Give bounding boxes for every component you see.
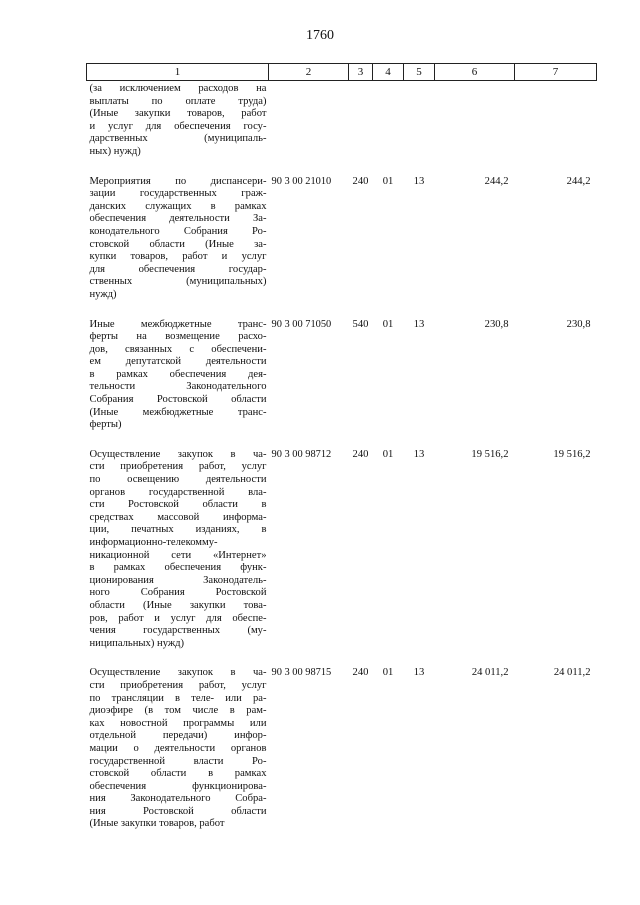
description-line: чения государственных (му- [89,625,267,637]
table-row [87,310,597,440]
expense-type-code: 240 [352,175,369,187]
column-header: 5 [404,64,435,81]
column-header: 3 [349,64,373,81]
description-line: стовской области (Иные за- [89,238,267,250]
description-line: ного Собрания Ростовской [89,587,267,599]
subsection-code: 13 [413,318,425,330]
description-line: информационно-телекомму- [89,537,218,548]
description-line: ционирования Законодатель- [89,574,267,586]
description-line: ния Ростовской области [89,805,267,817]
target-article-code: 90 3 00 98715 [271,667,332,679]
amount-year-2: 230,8 [566,318,591,330]
description-line: нужд) [89,288,117,300]
description-line: (за исключением расходов на [89,83,267,94]
amount-year-1: 24 011,2 [471,667,509,679]
description-line: ров, работ и услуг для обеспе- [89,612,267,624]
amount-year-2 [515,81,597,167]
description-line: ния Законодательного Собра- [89,793,267,805]
description-line: Осуществление закупок в ча- [89,667,267,679]
row-description [87,81,269,167]
description-line: по освещению деятельности [89,474,267,486]
amount-year-1: 230,8 [484,318,509,330]
description-line: обеспечения функционирова- [89,780,267,792]
description-line: (Иные закупки товаров, работ [89,818,225,830]
amount-year-2: 19 516,2 [553,448,591,460]
description-line: ферты на возмещение расхо- [89,331,267,343]
description-line: стовской области в рамках [89,768,267,780]
row-description [87,310,269,440]
amount-year-1: 244,2 [484,175,509,187]
description-line: в рамках обеспечения дея- [89,368,267,380]
target-article-code: 90 3 00 71050 [271,318,332,330]
description-line: купки товаров, работ и услуг [89,251,267,263]
target-article-code [269,81,349,167]
expense-type-code: 540 [352,318,369,330]
expense-type-code [349,81,373,167]
description-line: в рамках обеспечения функ- [89,562,267,574]
budget-table [86,63,597,839]
column-header: 7 [515,64,597,81]
column-header: 6 [435,64,515,81]
row-description [87,658,269,839]
section-code [373,81,404,167]
row-description [87,167,269,310]
description-line: сти приобретения работ, услуг [89,679,267,691]
description-line: ственных (муниципальных) [89,276,267,288]
table-row [87,81,597,167]
description-line: конодательного Собрания Ро- [89,225,267,237]
description-line: Иные межбюджетные транс- [89,318,267,330]
description-line: Собрания Ростовской области [89,394,267,406]
description-line: Осуществление закупок в ча- [89,448,267,460]
description-line: ках новостной программы или [89,717,267,729]
description-line: мации о деятельности органов [89,742,267,754]
amount-year-1 [435,81,515,167]
section-code: 01 [382,318,394,330]
description-line: сти Ростовской области в [89,499,267,511]
description-line: сти приобретения работ, услуг [89,461,267,473]
description-line: ции, печатных изданиях, в [89,524,267,536]
section-code: 01 [382,448,394,460]
description-line: ниципальных) нужд) [89,637,185,649]
description-line: никационной сети «Интернет» [89,549,267,561]
description-line: (Иные межбюджетные транс- [89,406,267,418]
subsection-code: 13 [413,667,425,679]
description-line: для обеспечения государ- [89,263,267,275]
description-line: и услуг для обеспечения госу- [89,120,267,132]
description-line: тельности Законодательного [89,381,267,393]
description-line: ферты) [89,419,122,431]
column-header: 4 [373,64,404,81]
row-description [87,440,269,659]
description-line: ных) нужд) [89,145,141,157]
amount-year-2: 24 011,2 [553,667,591,679]
amount-year-2: 244,2 [566,175,591,187]
description-line: (Иные закупки товаров, работ [89,108,267,120]
target-article-code: 90 3 00 21010 [271,175,332,187]
description-line: отдельной передачи) инфор- [89,730,267,742]
section-code: 01 [382,667,394,679]
description-line: зации государственных граж- [89,188,267,200]
description-line: Мероприятия по диспансери- [89,175,267,187]
page-number: 1760 [306,28,334,43]
table-row [87,167,597,310]
description-line: обеспечения деятельности За- [89,213,267,225]
target-article-code: 90 3 00 98712 [271,448,332,460]
amount-year-1: 19 516,2 [471,448,509,460]
table-row [87,440,597,659]
table-row [87,658,597,839]
column-header-row [87,64,597,81]
section-code: 01 [382,175,394,187]
description-line: дов, связанных с обеспечени- [89,343,267,355]
expense-type-code: 240 [352,448,369,460]
description-line: области (Иные закупки това- [89,599,267,611]
description-line: органов государственной вла- [89,486,267,498]
column-header: 2 [269,64,349,81]
expense-type-code: 240 [352,667,369,679]
description-line: средствах массовой информа- [89,511,267,523]
description-line: диоэфире (в том числе в рам- [89,705,267,717]
description-line: дарственных (муниципаль- [89,133,267,145]
subsection-code: 13 [413,175,425,187]
description-line: данских служащих в рамках [89,200,267,212]
description-line: выплаты по оплате труда) [89,95,267,107]
description-line: ем депутатской деятельности [89,356,267,368]
description-line: по трансляции в теле- или ра- [89,692,267,704]
column-header: 1 [87,64,269,81]
description-line: государственной власти Ро- [89,755,267,767]
subsection-code [404,81,435,167]
subsection-code: 13 [413,448,425,460]
